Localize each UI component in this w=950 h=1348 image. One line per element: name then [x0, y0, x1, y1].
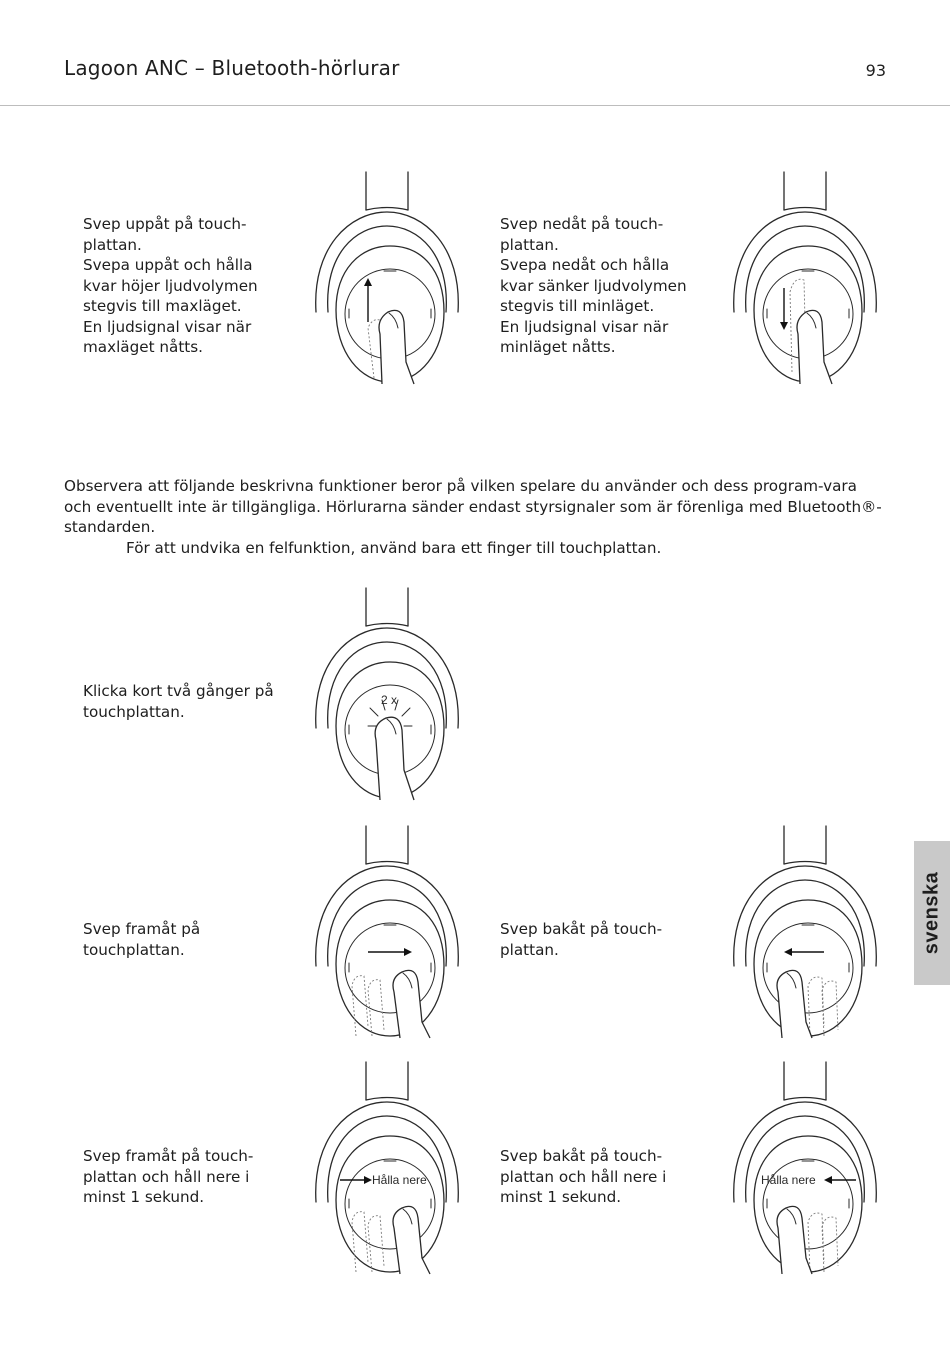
- swipe-forward-hold-illustration: [310, 1062, 470, 1274]
- headphone-cup-drawing: [734, 1062, 877, 1272]
- language-tab: [914, 841, 950, 985]
- finger-drawing: [777, 1206, 838, 1274]
- finger-drawing: [790, 279, 832, 384]
- swipe-up-illustration: [310, 172, 470, 384]
- swipe-up-instruction: Svep uppåt på touch- plattan. Svepa uppåt och hålla kvar höjer ljudvolymen stegvis till maxläget. En ljudsignal visar när maxläget nåtts.: [83, 215, 258, 356]
- right-arrow-icon: [368, 948, 412, 956]
- note-indented-tip: För att undvika en felfunktion, använd bara ett finger till touchplattan.: [126, 538, 662, 557]
- swipe-back-hold-instruction: Svep bakåt på touch- plattan och håll nere i minst 1 sekund.: [500, 1147, 667, 1206]
- swipe-back-instruction: Svep bakåt på touch- plattan.: [500, 920, 663, 959]
- up-arrow-icon: [364, 278, 372, 322]
- swipe-forward-instruction: Svep framåt på touchplattan.: [83, 920, 201, 959]
- double-tap-instruction: Klicka kort två gånger på touchplattan.: [83, 682, 274, 721]
- swipe-back-hold-illustration: [728, 1062, 888, 1274]
- language-tab-label: svenska: [920, 871, 943, 955]
- swipe-down-instruction: Svep nedåt på touch- plattan. Svepa nedåt och hålla kvar sänker ljudvolymen stegvis till minläget. En ljudsignal visar när minläget nåtts.: [500, 215, 687, 356]
- double-tap-count-label: 2 x: [381, 693, 398, 707]
- right-arrow-icon: [340, 1176, 372, 1184]
- note-paragraph: Observera att följande beskrivna funktioner beror på vilken spelare du använder och dess program-vara och eventuellt inte är tillgängliga. Hörlurarna sänder endast styrsignaler som är förenliga med Bluetooth®-standarden.: [64, 477, 882, 536]
- compatibility-note: [64, 476, 884, 558]
- finger-drawing: [368, 310, 414, 384]
- hold-forward-label: Hålla nere: [372, 1173, 427, 1187]
- swipe-back-illustration: [728, 826, 888, 1038]
- headphone-cup-drawing: [316, 826, 459, 1036]
- left-arrow-icon: [784, 948, 824, 956]
- down-arrow-icon: [780, 288, 788, 330]
- finger-drawing: [375, 717, 414, 800]
- swipe-forward-hold-instruction: Svep framåt på touch- plattan och håll nere i minst 1 sekund.: [83, 1147, 254, 1206]
- left-arrow-icon: [824, 1176, 856, 1184]
- swipe-forward-illustration: [310, 826, 470, 1038]
- headphone-cup-drawing: [734, 826, 877, 1036]
- page-header-title: Lagoon ANC – Bluetooth-hörlurar: [64, 56, 400, 80]
- headphone-cup-drawing: [316, 1062, 459, 1272]
- finger-drawing: [777, 970, 838, 1038]
- page-number: 93: [865, 61, 886, 80]
- double-tap-illustration: [310, 588, 470, 800]
- swipe-down-illustration: [728, 172, 888, 384]
- hold-back-label: Hålla nere: [761, 1173, 816, 1187]
- header-divider: [0, 105, 950, 106]
